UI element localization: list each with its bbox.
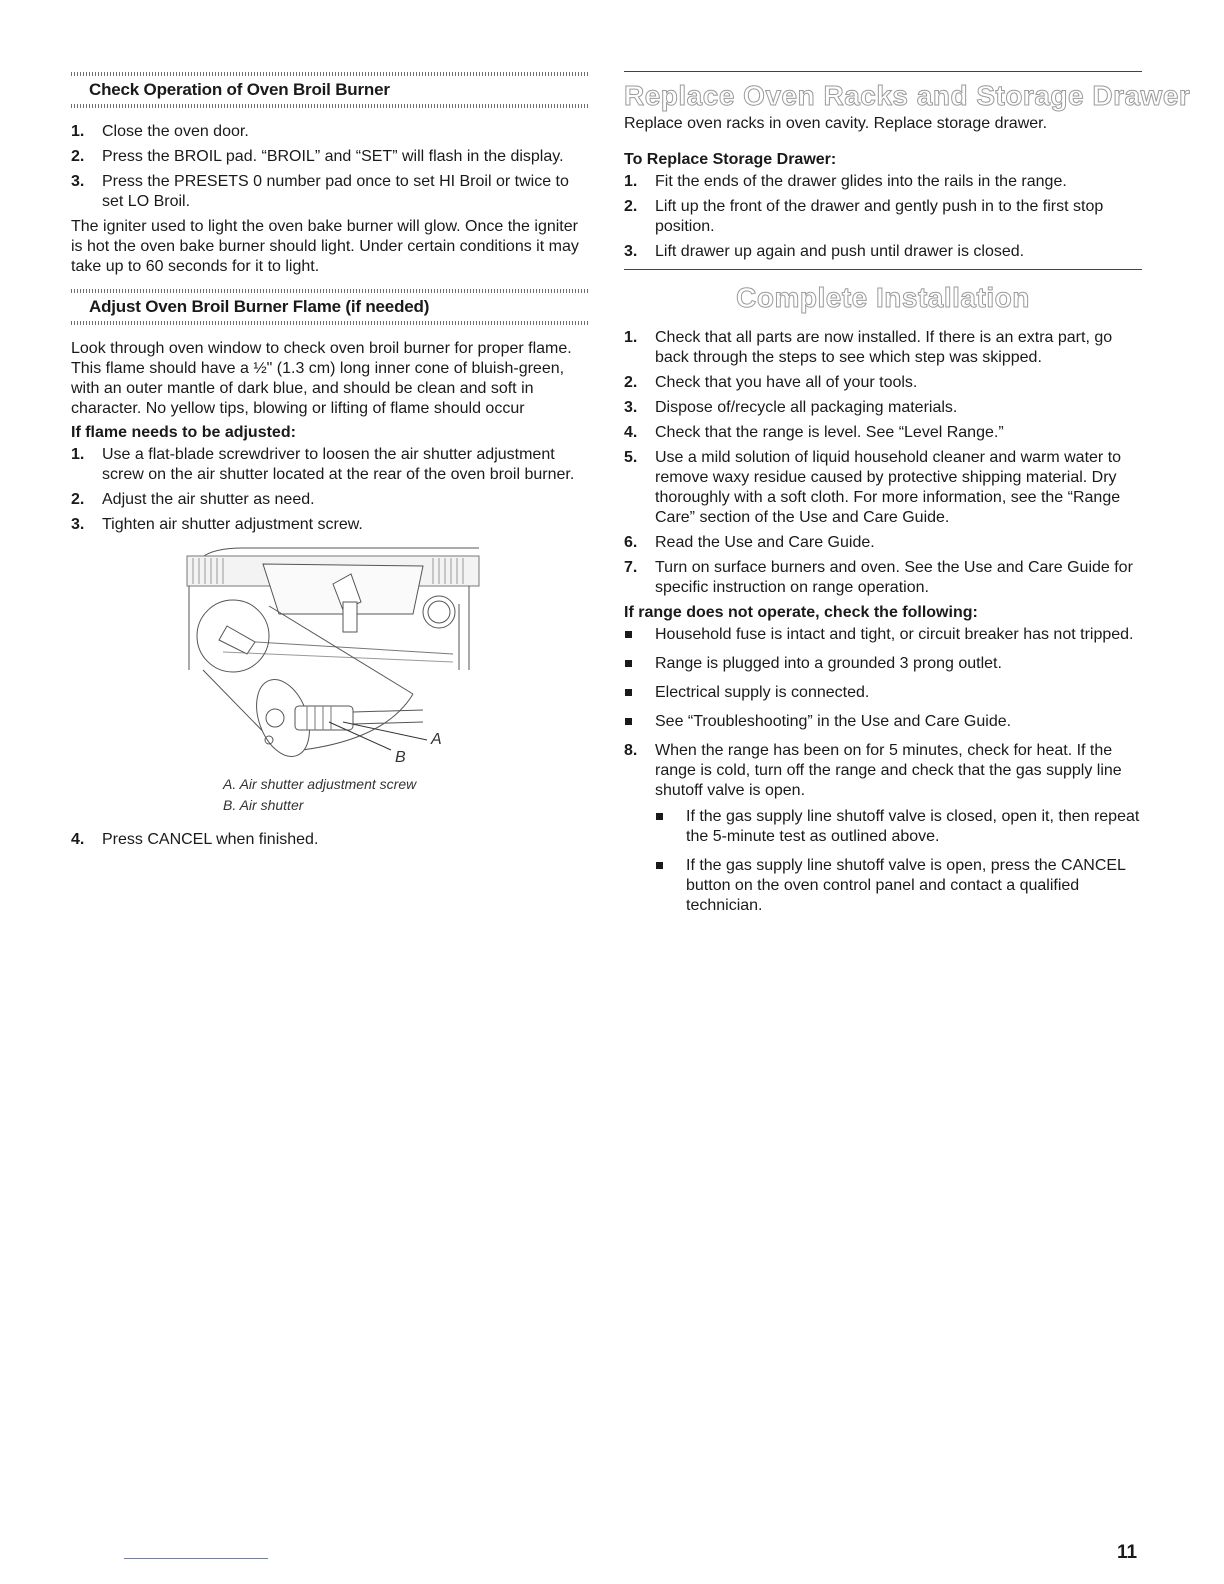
list-item: 5. Use a mild solution of liquid household cleaner and warm water to remove waxy residue caused by protective shipping material. Dry thoroughly with a soft cloth. For more information, see the “Range Care” section of the Use and Care Guide. [624, 449, 1122, 526]
list-item: Electrical supply is connected. [624, 683, 1142, 703]
adjust-flame-heading: Adjust Oven Broil Burner Flame (if needed) [89, 297, 430, 316]
section-divider [71, 104, 589, 108]
footer-rule [124, 1558, 268, 1559]
list-item: Range is plugged into a grounded 3 prong outlet. [624, 654, 1142, 674]
list-item: 1. Close the oven door. [71, 123, 249, 140]
storage-drawer-subheading: To Replace Storage Drawer: [624, 151, 837, 168]
list-item: 3. Tighten air shutter adjustment screw. [71, 516, 363, 533]
list-item: If the gas supply line shutoff valve is open, press the CANCEL button on the oven control panel and contact a qualified technician. [655, 856, 1142, 916]
caption-b: B. Air shutter [223, 797, 304, 813]
complete-installation-heading: Complete Installation [736, 282, 1030, 313]
section-divider [71, 289, 589, 293]
adjust-flame-steps [71, 445, 589, 535]
list-item: 4. Check that the range is level. See “Level Range.” [624, 424, 1004, 441]
valve-bullets [655, 807, 1142, 916]
heat-check-step [624, 741, 1142, 916]
list-item: 3. Lift drawer up again and push until drawer is closed. [624, 243, 1025, 260]
section-divider [71, 72, 589, 76]
list-item: 3. Press the PRESETS 0 number pad once to set HI Broil or twice to set LO Broil. [71, 173, 569, 210]
list-item: 4. Press CANCEL when finished. [71, 831, 319, 848]
check-broil-steps [71, 122, 589, 212]
label-b: B [395, 749, 406, 764]
list-item: 1. Use a flat-blade screwdriver to loosen the air shutter adjustment screw on the air shutter located at the rear of the oven broil burner. [71, 446, 575, 483]
list-item: 8. When the range has been on for 5 minutes, check for heat. If the range is cold, turn off the range and check that the gas supply line shutoff valve is open. If the gas supply line shutoff valve is closed, open it, then repeat the 5-minute test as outlined above. If the gas supply line shutoff valve is open, press the CANCEL button on the oven control panel and contact a qualified technician. [624, 741, 1142, 916]
list-item: 7. Turn on surface burners and oven. See the Use and Care Guide for specific instruction on range operation. [624, 559, 1133, 596]
label-a: A [431, 731, 442, 748]
air-shutter-illustration [183, 544, 483, 764]
range-check-bullets [624, 625, 1142, 732]
list-item: 1. Fit the ends of the drawer glides into the rails in the range. [624, 173, 1067, 190]
section-divider [624, 71, 1142, 72]
storage-drawer-steps [624, 172, 1142, 262]
flame-adjust-subheading: If flame needs to be adjusted: [71, 424, 296, 441]
list-item: 2. Adjust the air shutter as need. [71, 491, 315, 508]
complete-installation-steps [624, 328, 1142, 598]
list-item: 3. Dispose of/recycle all packaging materials. [624, 399, 958, 416]
list-item: See “Troubleshooting” in the Use and Care Guide. [624, 712, 1142, 732]
right-column [624, 0, 1191, 925]
list-item: 1. Check that all parts are now installed. If there is an extra part, go back through the steps to see which step was skipped. [624, 329, 1113, 366]
igniter-paragraph: The igniter used to light the oven bake burner will glow. Once the igniter is hot the oven bake burner should light. Under certain conditions it may take up to 60 seconds for it to light. [71, 218, 579, 275]
section-divider [624, 269, 1142, 270]
air-shutter-figure [71, 540, 589, 830]
replace-racks-heading: Replace Oven Racks and Storage Drawer [624, 80, 1191, 111]
list-item: Household fuse is intact and tight, or circuit breaker has not tripped. [624, 625, 1142, 645]
list-item: 2. Lift up the front of the drawer and gently push in to the first stop position. [624, 198, 1104, 235]
replace-intro: Replace oven racks in oven cavity. Replace storage drawer. [624, 115, 1048, 132]
final-step [71, 830, 589, 850]
range-check-subheading: If range does not operate, check the following: [624, 604, 978, 621]
left-column [71, 0, 589, 855]
section-divider [71, 321, 589, 325]
check-broil-heading: Check Operation of Oven Broil Burner [89, 80, 390, 99]
list-item: 2. Press the BROIL pad. “BROIL” and “SET” will flash in the display. [71, 148, 564, 165]
list-item: If the gas supply line shutoff valve is closed, open it, then repeat the 5-minute test as outlined above. [655, 807, 1142, 847]
flame-paragraph: Look through oven window to check oven broil burner for proper flame. This flame should have a ½" (1.3 cm) long inner cone of bluish-green, with an outer mantle of dark blue, and should be clean and soft in character. No yellow tips, blowing or lifting of flame should occur [71, 340, 572, 417]
caption-a: A. Air shutter adjustment screw [223, 776, 417, 792]
list-item: 2. Check that you have all of your tools. [624, 374, 918, 391]
list-item: 6. Read the Use and Care Guide. [624, 534, 875, 551]
page-number: 11 [1117, 1542, 1138, 1563]
